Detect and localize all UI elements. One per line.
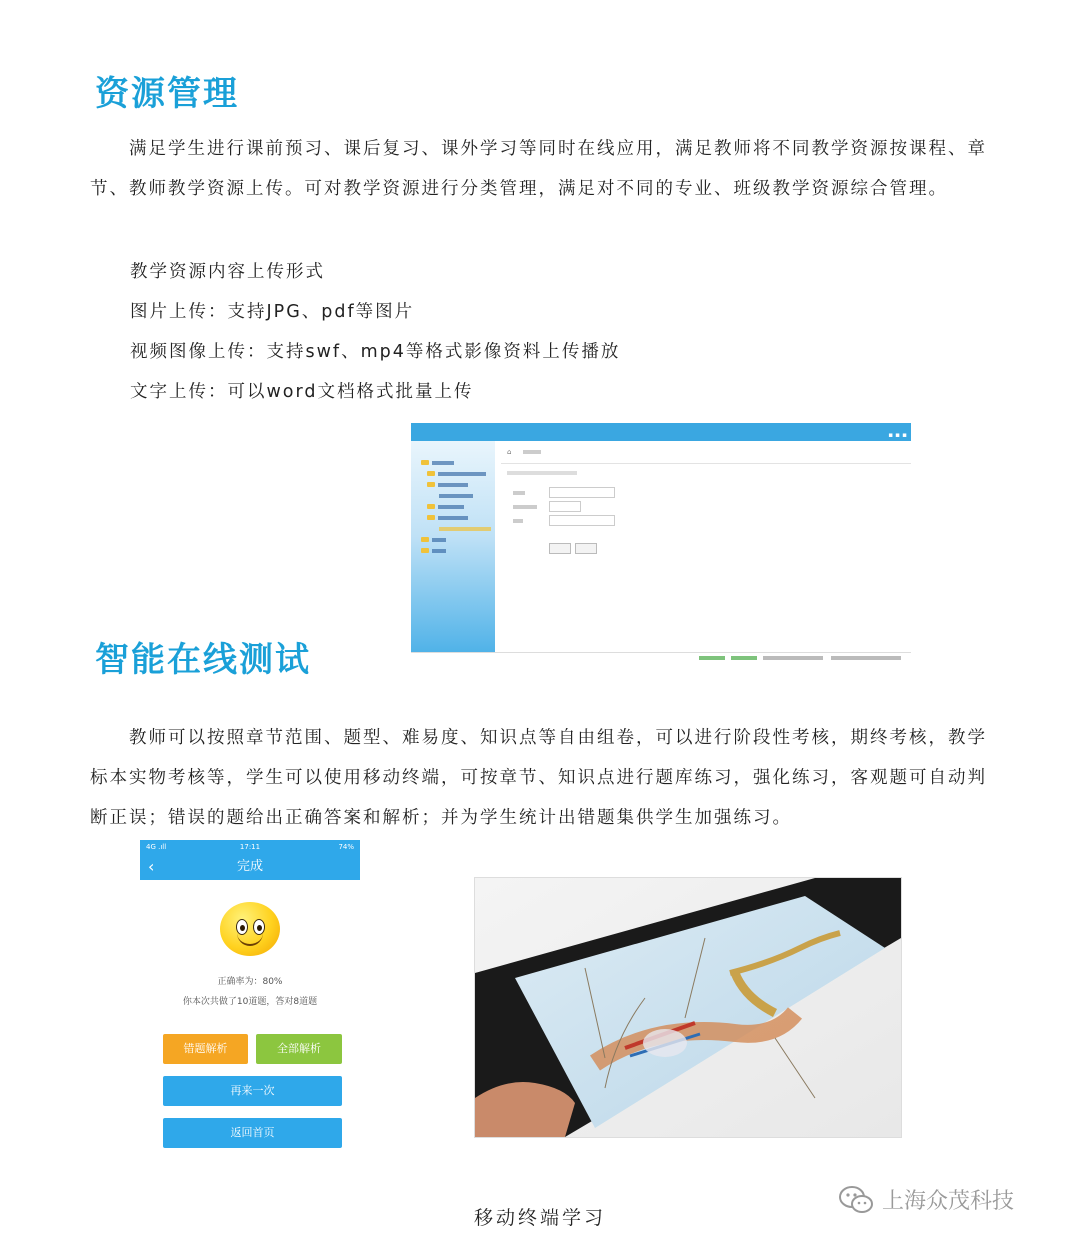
back-arrow-icon[interactable]: ‹	[148, 857, 155, 876]
accuracy-text: 正确率为：80%	[217, 977, 283, 987]
section-heading-resource-management: 资源管理	[95, 74, 239, 114]
platform-sidebar-tree	[411, 441, 495, 653]
section-heading-online-test: 智能在线测试	[95, 640, 311, 680]
home-icon: ⌂	[507, 448, 512, 456]
online-test-paragraph: 教师可以按照章节范围、题型、难易度、知识点等自由组卷，可以进行阶段性考核，期终考核，教学标本实物考核等，学生可以使用移动终端，可按章节、知识点进行题库练习，强化练习，客观题可自动判断正误；错误的题给出正确答案和解析；并为学生统计出错题集供学生加强练习。	[90, 728, 987, 828]
phone-title-bar	[140, 854, 360, 880]
platform-tabs	[501, 441, 911, 464]
text-upload-line: 文字上传：可以word文档格式批量上传	[130, 382, 474, 402]
battery-text: 74%	[338, 843, 354, 851]
tablet-anatomy-photo	[474, 877, 902, 1138]
platform-screenshot	[411, 423, 911, 663]
upload-forms-title: 教学资源内容上传形式	[130, 262, 325, 282]
image-upload-line: 图片上传：支持JPG、pdf等图片	[130, 302, 415, 322]
watermark-text: 上海众茂科技	[882, 1189, 1015, 1214]
figure-caption: 移动终端学习	[473, 1207, 606, 1229]
home-button[interactable]: 返回首页	[163, 1118, 342, 1148]
status-time: 17:11	[239, 843, 261, 851]
video-upload-line: 视频图像上传：支持swf、mp4等格式影像资料上传播放	[130, 342, 621, 362]
signal-text: 4G .ıll	[146, 843, 167, 851]
retry-button[interactable]: 再来一次	[163, 1076, 342, 1106]
window-controls-icon: ▪ ▪ ▪	[888, 431, 907, 439]
smiley-face-icon	[220, 902, 280, 956]
phone-title: 完成	[236, 859, 263, 874]
all-analysis-button[interactable]: 全部解析	[256, 1034, 342, 1064]
platform-footer	[411, 652, 911, 663]
wrong-analysis-button[interactable]: 错题解析	[163, 1034, 248, 1064]
summary-text: 你本次共做了10道题，答对8道题	[182, 997, 318, 1007]
resource-management-paragraph: 满足学生进行课前预习、课后复习、课外学习等同时在线应用，满足教师将不同教学资源按课程、章节、教师教学资源上传。可对教学资源进行分类管理，满足对不同的专业、班级教学资源综合管理。	[90, 139, 987, 199]
phone-status-bar	[140, 840, 360, 854]
platform-main-panel	[501, 441, 911, 653]
wechat-logo-icon	[838, 1185, 874, 1215]
mobile-app-screenshot	[140, 840, 360, 1150]
platform-header-bar	[411, 423, 911, 441]
wechat-watermark	[838, 1184, 1014, 1215]
